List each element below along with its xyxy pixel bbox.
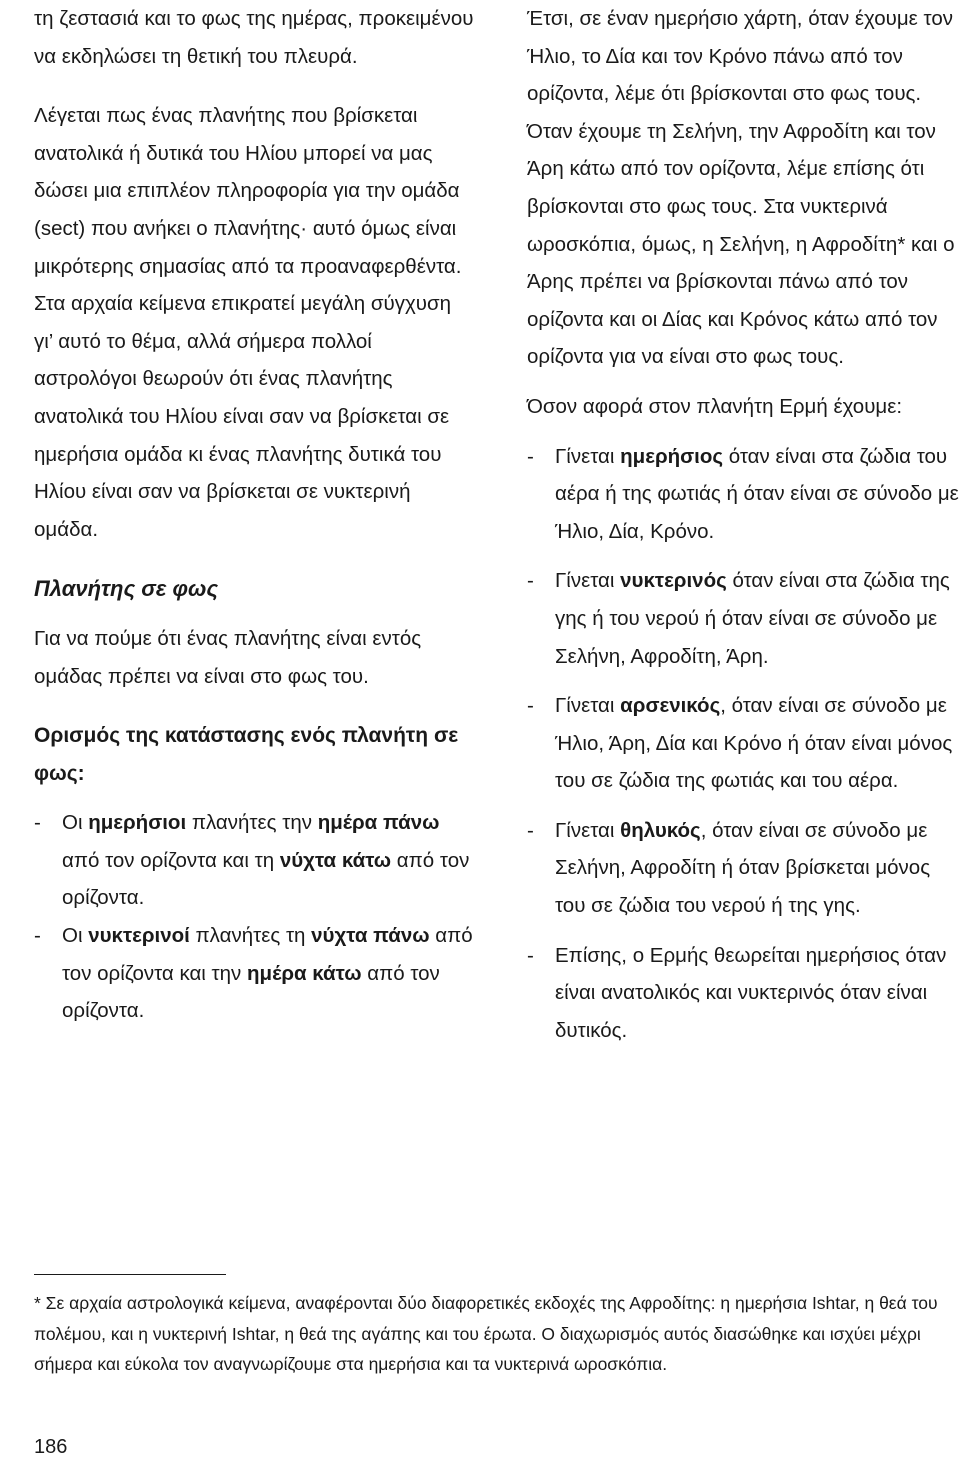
definition-heading: Ορισμός της κατάστασης ενός πλανήτη σε φως: bbox=[34, 724, 459, 785]
bullet-mercury-feminine bbox=[527, 812, 959, 925]
bullet-text: Οι νυκτερινοί πλανήτες τη νύχτα πάνω από τον ορίζοντα και την ημέρα κάτω από τον ορίζοντα. bbox=[62, 924, 473, 1023]
bullet-dash: - bbox=[527, 694, 534, 718]
bullet-text: Γίνεται αρσενικός, όταν είναι σε σύνοδο με Ήλιο, Άρη, Δία και Κρόνο ή όταν είναι μόνος του σε ζώδια της φωτιάς και του αέρα. bbox=[555, 694, 953, 793]
bullet-text: Γίνεται θηλυκός, όταν είναι σε σύνοδο με Σελήνη, Αφροδίτη ή όταν βρίσκεται μόνος του σε ζώδια του νερού ή της γης. bbox=[555, 818, 931, 918]
bullet-mercury-masculine bbox=[527, 687, 959, 800]
bullet-dash: - bbox=[527, 569, 534, 593]
bullet-mercury-nocturnal bbox=[527, 562, 959, 675]
right-column bbox=[527, 0, 959, 1049]
bullet-text: Οι ημερήσιοι πλανήτες την ημέρα πάνω από τον ορίζοντα και τη νύχτα κάτω από τον ορίζοντα. bbox=[62, 811, 470, 910]
bullet-mercury-diurnal bbox=[527, 438, 959, 551]
right-paragraph-1: Έτσι, σε έναν ημερήσιο χάρτη, όταν έχουμε τον Ήλιο, το Δία και τον Κρόνο πάνω από τον ορίζοντα, λέμε ότι βρίσκονται στο φως τους. Όταν έχουμε τη Σελήνη, την Αφροδίτη και τον Άρη κάτω από τον ορίζοντα, λέμε επίσης ότι βρίσκονται στο φως τους. Στα νυκτερινά ωροσκόπια, όμως, η Σελήνη, η Αφροδίτη* και ο Άρης πρέπει να βρίσκονται πάνω από τον ορίζοντα και οι Δίας και Κρόνος κάτω από τον ορίζοντα για να είναι στο φως τους. bbox=[527, 7, 955, 369]
bullet-mercury-east-west bbox=[527, 937, 959, 1050]
bullet-nocturnal-planets bbox=[34, 917, 474, 1030]
bullet-dash: - bbox=[527, 818, 534, 842]
bullet-dash: - bbox=[34, 811, 41, 835]
left-column bbox=[34, 0, 474, 1030]
bullet-text: Επίσης, ο Ερμής θεωρείται ημερήσιος όταν είναι ανατολικός και νυκτερινός όταν είναι δυτικός. bbox=[555, 943, 947, 1042]
bullet-diurnal-planets bbox=[34, 804, 474, 917]
left-paragraph-1: τη ζεστασιά και το φως της ημέρας, προκειμένου να εκδηλώσει τη θετική του πλευρά. bbox=[34, 7, 474, 68]
left-paragraph-3: Για να πούμε ότι ένας πλανήτης είναι εντός ομάδας πρέπει να είναι στο φως του. bbox=[34, 626, 422, 688]
bullet-dash: - bbox=[34, 924, 41, 948]
bullet-dash: - bbox=[527, 444, 534, 468]
bullet-dash: - bbox=[527, 943, 534, 967]
right-paragraph-2: Όσον αφορά στον πλανήτη Ερμή έχουμε: bbox=[527, 394, 903, 418]
bullet-text: Γίνεται ημερήσιος όταν είναι στα ζώδια του αέρα ή της φωτιάς ή όταν είναι σε σύνοδο με Ήλιο, Δία, Κρόνο. bbox=[555, 444, 959, 543]
bullet-text: Γίνεται νυκτερινός όταν είναι στα ζώδια της γης ή του νερού ή όταν είναι σε σύνοδο με Σελήνη, Αφροδίτη, Άρη. bbox=[555, 569, 950, 668]
footnote-divider bbox=[34, 1274, 226, 1275]
section-heading-planet-in-light: Πλανήτης σε φως bbox=[34, 576, 219, 602]
page-number: 186 bbox=[34, 1436, 68, 1458]
footnote: * Σε αρχαία αστρολογικά κείμενα, αναφέρονται δύο διαφορετικές εκδοχές της Αφροδίτης: η ημερήσια Ishtar, η θεά του πολέμου, και η νυκτερινή Ishtar, η θεά της αγάπης και του έρωτα. Ο διαχωρισμός αυτός διασώθηκε και ισχύει μέχρι σήμερα και εύκολα τον αναγνωρίζουμε στα ημερήσια και τα νυκτερινά ωροσκόπια. bbox=[34, 1293, 938, 1374]
left-paragraph-2: Λέγεται πως ένας πλανήτης που βρίσκεται ανατολικά ή δυτικά του Ηλίου μπορεί να μας δώσει μια επιπλέον πληροφορία για την ομάδα (sect) που ανήκει ο πλανήτης· αυτό όμως είναι μικρότερης σημασίας από τα προαναφερθέντα. Στα αρχαία κείμενα επικρατεί μεγάλη σύγχυση γι’ αυτό το θέμα, αλλά σήμερα πολλοί αστρολόγοι θεωρούν ότι ένας πλανήτης ανατολικά του Ηλίου είναι σαν να βρίσκεται σε ημερήσια ομάδα κι ένας πλανήτης δυτικά του Ηλίου είναι σαν να βρίσκεται σε νυκτερινή ομάδα. bbox=[34, 104, 462, 541]
